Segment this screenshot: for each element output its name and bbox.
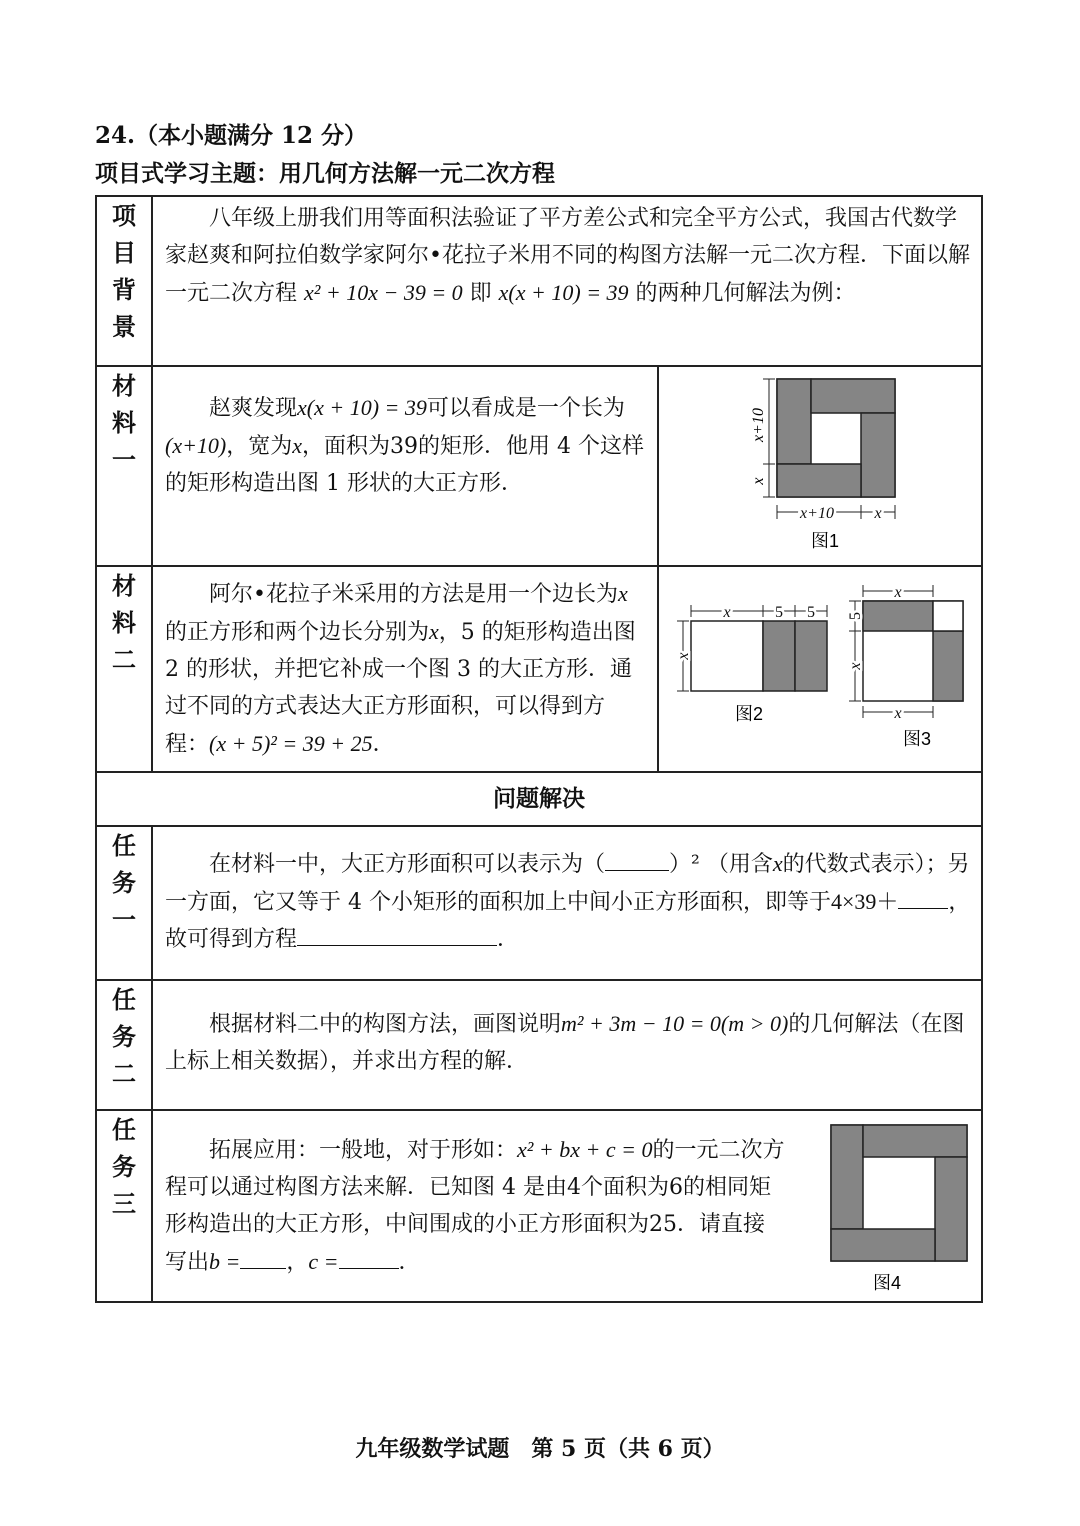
- fig2-dim-left-x: x: [675, 652, 692, 660]
- material-2-text: 阿尔•花拉子米采用的方法是用一个边长为x的正方形和两个边长分别为x，5 的矩形构造出图 2 的形状，并把它补成一个图 3 的大正方形．通过不同的方式表达大正方形面积，可以得到方程：(x + 5)² = 39 + 25．: [165, 581, 636, 757]
- label-char: 景: [112, 312, 136, 341]
- fig1-rect-right: [861, 413, 895, 497]
- fig3-caption: 图3: [902, 729, 932, 749]
- material-1-content: [152, 366, 658, 566]
- fig3-dim-left-x: x: [847, 662, 864, 670]
- fig4-rect-left: [831, 1125, 863, 1229]
- task-3-text: 拓展应用：一般地，对于形如：x² + bx + c = 0的一元二次方程可以通过构图方法来解．已知图 4 是由4个面积为6的相同矩形构造出的大正方形，中间围成的小正方形面积为25．请直接写出b = ，c = ．: [165, 1137, 785, 1275]
- fig2-caption: 图2: [734, 704, 764, 724]
- label-char: 一: [112, 905, 136, 934]
- material-2-content: [152, 566, 658, 772]
- label-char: 料: [112, 608, 136, 637]
- fig3-dim-bottom-x: x: [894, 705, 902, 722]
- label-char: 料: [112, 408, 136, 437]
- answer-blank-2[interactable]: [898, 888, 948, 909]
- material-1-label: [96, 366, 152, 566]
- answer-blank-1[interactable]: [605, 850, 669, 871]
- label-char: 材: [112, 571, 136, 600]
- material-1-row: [96, 366, 982, 566]
- task-1-content: [152, 826, 982, 980]
- question-number: 24.（本小题满分 12 分）: [95, 122, 368, 149]
- material-2-label: [96, 566, 152, 772]
- figure-2-3-cell: [658, 566, 982, 772]
- task-1-row: [96, 826, 982, 980]
- solve-title-row: [96, 772, 982, 826]
- solve-title: 问题解决: [96, 772, 982, 826]
- label-char: 任: [112, 1115, 136, 1144]
- fig1-caption: 图1: [810, 531, 840, 551]
- label-char: 项: [112, 201, 136, 230]
- fig1-rect-bottom: [777, 464, 861, 497]
- fig2-dim-top-x: x: [723, 604, 731, 621]
- task-3-content: [152, 1110, 982, 1302]
- label-char: 任: [112, 985, 136, 1014]
- label-char: 背: [112, 275, 136, 304]
- label-char: 务: [112, 1152, 136, 1181]
- fig1-rect-top: [811, 379, 895, 413]
- material-1-text: 赵爽发现x(x + 10) = 39可以看成是一个长为(x+10)，宽为x，面积为39的矩形．他用 4 个这样的矩形构造出图 1 形状的大正方形．: [165, 395, 645, 496]
- figure-1-cell: [658, 366, 982, 566]
- label-char: 目: [112, 238, 136, 267]
- task-2-text: 根据材料二中的构图方法，画图说明m² + 3m − 10 = 0(m > 0)的几何解法（在图上标上相关数据），并求出方程的解．: [165, 1011, 965, 1074]
- task-1-label: [96, 826, 152, 980]
- figure-1: [659, 367, 979, 561]
- fig4-rect-right: [935, 1157, 967, 1261]
- fig1-dim-left-long: x+10: [750, 408, 767, 442]
- topic-line: 项目式学习主题：用几何方法解一元二次方程: [95, 160, 555, 187]
- label-char: 务: [112, 1022, 136, 1051]
- answer-blank-b[interactable]: [240, 1248, 286, 1269]
- label-char: 一: [112, 445, 136, 474]
- figure-2: [659, 567, 979, 767]
- task-2-label: [96, 980, 152, 1110]
- answer-blank-3[interactable]: [297, 925, 497, 946]
- background-content: [152, 196, 982, 366]
- task-2-row: [96, 980, 982, 1110]
- task-3-row: [96, 1110, 982, 1302]
- task-1-text: 在材料一中，大正方形面积可以表示为（ ）² （用含x的代数式表示）；另一方面，它又等于 4 个小矩形的面积加上中间小正方形面积，即等于4×39＋ ，故可得到方程 ．: [165, 851, 971, 952]
- label-char: 三: [112, 1189, 136, 1218]
- label-char: 任: [112, 831, 136, 860]
- fig1-dim-bottom-short: x: [874, 505, 882, 522]
- fig1-dim-left-short: x: [750, 477, 767, 485]
- background-row: [96, 196, 982, 366]
- fig1-rect-left: [777, 379, 811, 464]
- fig3-dim-top-x: x: [894, 584, 902, 601]
- label-char: 二: [112, 645, 136, 674]
- figure-4: [825, 1111, 975, 1301]
- label-char: 务: [112, 868, 136, 897]
- material-2-row: [96, 566, 982, 772]
- label-char: 材: [112, 371, 136, 400]
- background-label: [96, 196, 152, 366]
- project-table: [95, 195, 983, 1303]
- fig3-dim-left-5: 5: [847, 612, 864, 620]
- answer-blank-c[interactable]: [339, 1248, 399, 1269]
- label-char: 二: [112, 1059, 136, 1088]
- fig4-caption: 图4: [872, 1273, 902, 1293]
- fig1-dim-bottom-long: x+10: [800, 505, 834, 522]
- task-3-label: [96, 1110, 152, 1302]
- task-2-content: [152, 980, 982, 1110]
- fig2-dim-top-5a: 5: [775, 604, 783, 621]
- fig2-dim-top-5b: 5: [807, 604, 815, 621]
- fig4-rect-top: [863, 1125, 967, 1157]
- page-footer: 九年级数学试题 第 5 页（共 6 页）: [355, 1436, 725, 1462]
- background-text: 八年级上册我们用等面积法验证了平方差公式和完全平方公式，我国古代数学家赵爽和阿拉伯数学家阿尔•花拉子米用不同的构图方法解一元二次方程．下面以解一元二次方程 x² + 10x − 39 = 0 即 x(x + 10) = 39 的两种几何解法为例：: [165, 206, 970, 306]
- fig4-rect-bottom: [831, 1229, 935, 1261]
